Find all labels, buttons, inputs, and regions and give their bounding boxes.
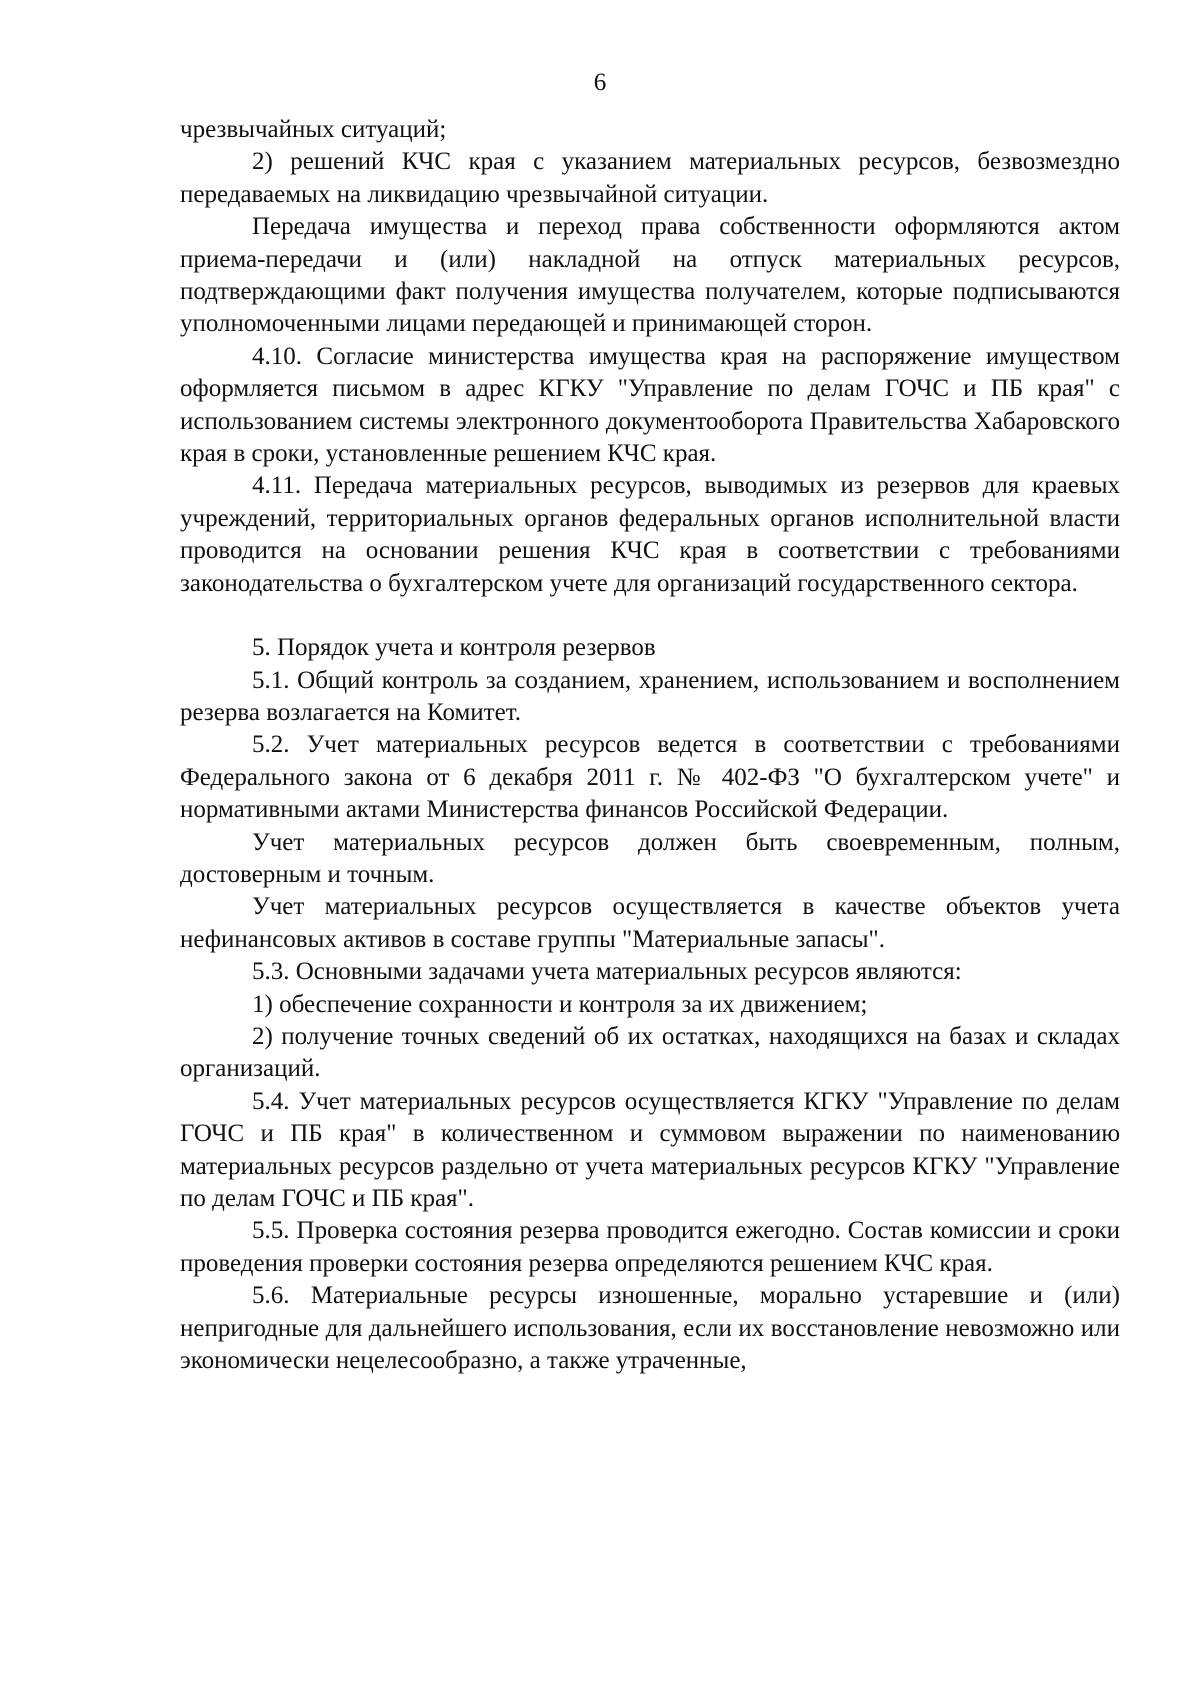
paragraph: 5.4. Учет материальных ресурсов осуществляется КГКУ "Управление по делам ГОЧС и ПБ края" в количественном и суммовом выражении по наименованию материальных ресурсов раздельно от учета материальных ресурсов КГКУ "Управление по делам ГОЧС и ПБ края". <box>180 1087 1120 1212</box>
paragraph: 5.2. Учет материальных ресурсов ведется в соответствии с требованиями Федерального закона от 6 декабря 2011 г. № 402-ФЗ "О бухгалтерском учете" и нормативными актами Министерства финансов Российской Федерации. <box>180 731 1120 824</box>
paragraph: 5.1. Общий контроль за созданием, хранением, использованием и восполнением резерва возлагается на Комитет. <box>180 666 1120 726</box>
paragraph: Учет материальных ресурсов должен быть своевременным, полным, достоверным и точным. <box>180 828 1120 888</box>
paragraph: 4.11. Передача материальных ресурсов, выводимых из резервов для краевых учреждений, территориальных органов федеральных органов исполнительной власти проводится на основании решения КЧС края в соответствии с требованиями законодательства о бухгалтерском учете для организаций государственного сектора. <box>180 472 1120 597</box>
paragraph: 4.10. Согласие министерства имущества края на распоряжение имуществом оформляется письмом в адрес КГКУ "Управление по делам ГОЧС и ПБ края" с использованием системы электронного документооборота Правительства Хабаровского края в сроки, установленные решением КЧС края. <box>180 342 1120 468</box>
paragraph: 5.3. Основными задачами учета материальных ресурсов являются: <box>252 958 962 986</box>
paragraph: Учет материальных ресурсов осуществляется в качестве объектов учета нефинансовых активов в составе группы "Материальные запасы". <box>180 893 1120 953</box>
paragraph: 5.6. Материальные ресурсы изношенные, морально устаревшие и (или) непригодные для дальнейшего использования, если их восстановление невозможно или экономически нецелесообразно, а также утраченные, <box>180 1282 1120 1375</box>
section-heading: 5. Порядок учета и контроля резервов <box>252 634 656 662</box>
paragraph: Передача имущества и переход права собственности оформляются актом приема-передачи и (или) накладной на отпуск материальных ресурсов, подтверждающими факт получения имущества получателем, которые подписываются уполномоченными лицами передающей и принимающей сторон. <box>180 213 1120 338</box>
paragraph: 5.5. Проверка состояния резерва проводится ежегодно. Состав комиссии и сроки проведения проверки состояния резерва определяются решением КЧС края. <box>180 1217 1120 1277</box>
paragraph: 1) обеспечение сохранности и контроля за их движением; <box>252 990 868 1018</box>
paragraph: 2) получение точных сведений об их остатках, находящихся на базах и складах организаций. <box>180 1022 1120 1083</box>
paragraph: 2) решений КЧС края с указанием материальных ресурсов, безвозмездно передаваемых на ликвидацию чрезвычайной ситуации. <box>180 148 1120 208</box>
paragraph: чрезвычайных ситуаций; <box>180 116 447 143</box>
page-number: 6 <box>593 69 607 96</box>
document-body <box>180 114 1120 1377</box>
